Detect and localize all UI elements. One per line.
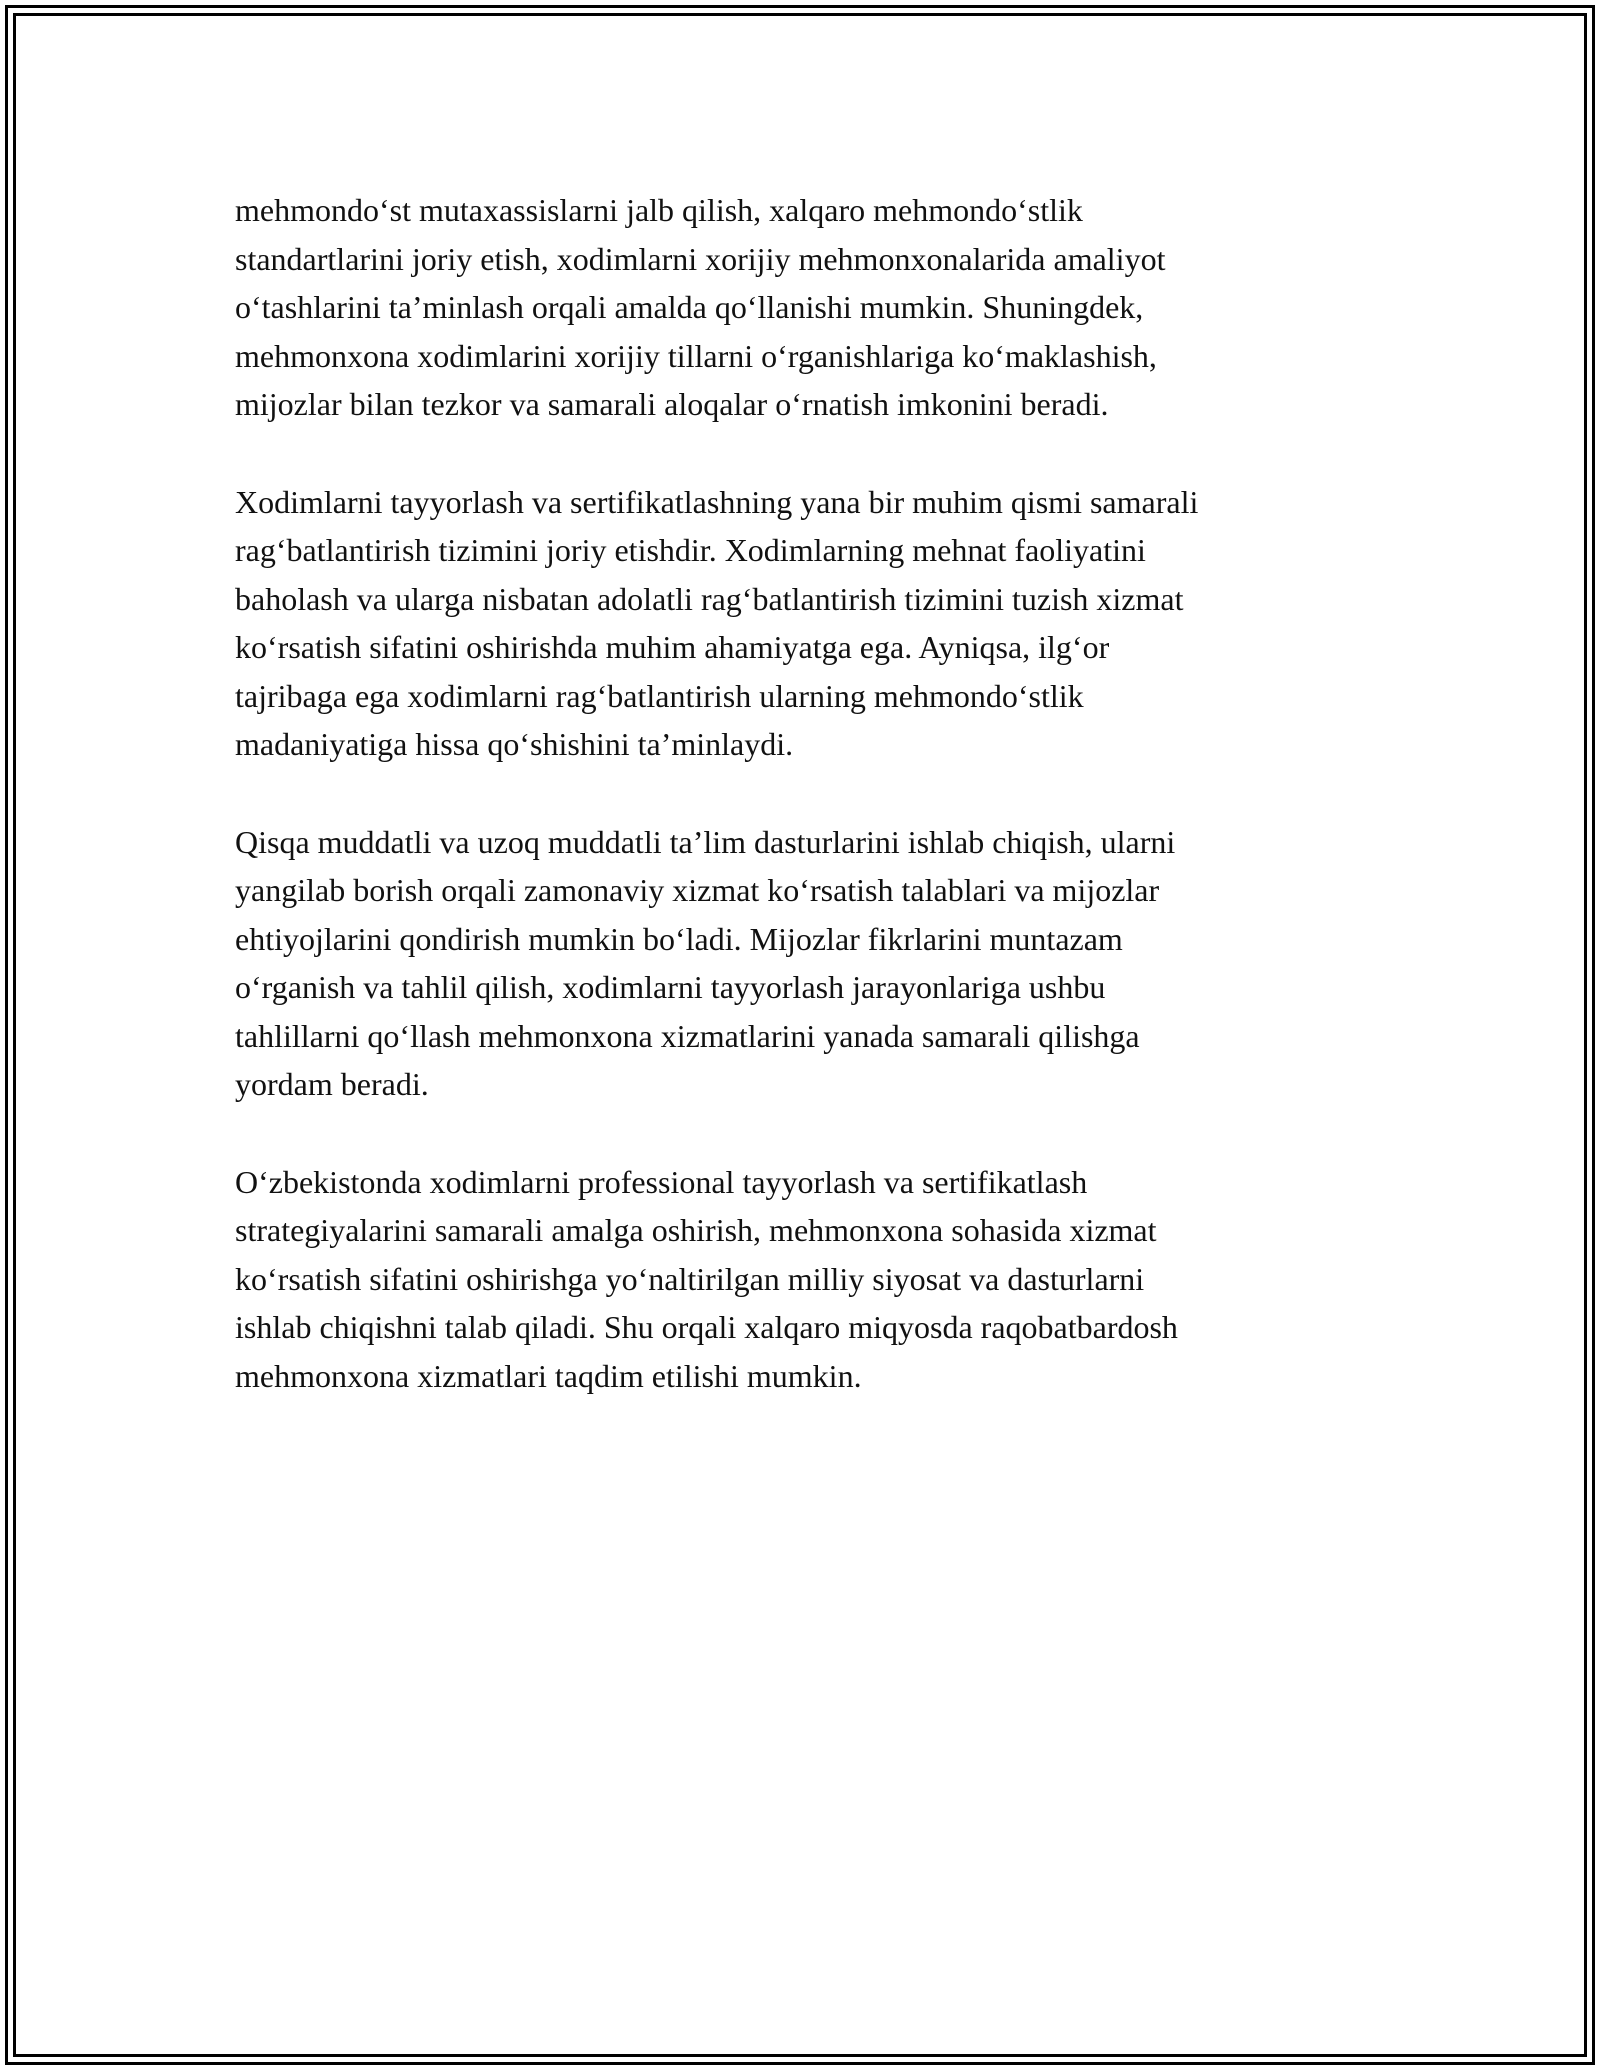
- text-line: mehmonxona xizmatlari taqdim etilishi mumkin.: [235, 1357, 862, 1394]
- text-line: ko‘rsatish sifatini oshirishga yo‘naltirilgan milliy siyosat va dasturlarni: [235, 1260, 1145, 1297]
- text-line: o‘tashlarini ta’minlash orqali amalda qo‘llanishi mumkin. Shuningdek,: [235, 289, 1144, 325]
- text-line: mijozlar bilan tezkor va samarali aloqalar o‘rnatish imkonini beradi.: [235, 386, 1109, 422]
- text-line: Qisqa muddatli va uzoq muddatli ta’lim dasturlarini ishlab chiqish, ularni: [235, 823, 1176, 860]
- text-line: standartlarini joriy etish, xodimlarni xorijiy mehmonxonalarida amaliyot: [235, 240, 1166, 277]
- text-line: Xodimlarni tayyorlash va sertifikatlashning yana bir muhim qismi samarali: [235, 483, 1199, 520]
- text-line: mehmonxona xodimlarini xorijiy tillarni o‘rganishlariga ko‘maklashish,: [235, 337, 1157, 374]
- text-line: madaniyatiga hissa qo‘shishini ta’minlaydi.: [235, 726, 794, 762]
- paragraph-4: [235, 1158, 1365, 1401]
- text-line: o‘rganish va tahlil qilish, xodimlarni tayyorlash jarayonlariga ushbu: [235, 969, 1106, 1005]
- text-line: yangilab borish orqali zamonaviy xizmat ko‘rsatish talablari va mijozlar: [235, 872, 1160, 908]
- text-line: ehtiyojlarini qondirish mumkin bo‘ladi. Mijozlar fikrlarini muntazam: [235, 920, 1123, 957]
- paragraph-1: [235, 186, 1365, 429]
- text-line: ko‘rsatish sifatini oshirishda muhim ahamiyatga ega. Ayniqsa, ilg‘or: [235, 629, 1110, 665]
- paragraph-3: [235, 818, 1365, 1109]
- paragraph-2: [235, 478, 1365, 769]
- text-line: tajribaga ega xodimlarni rag‘batlantirish ularning mehmondo‘stlik: [235, 677, 1084, 714]
- text-line: O‘zbekistonda xodimlarni professional tayyorlash va sertifikatlash: [235, 1163, 1088, 1200]
- text-line: tahlillarni qo‘llash mehmonxona xizmatlarini yanada samarali qilishga: [235, 1017, 1140, 1054]
- text-line: ishlab chiqishni talab qiladi. Shu orqali xalqaro miqyosda raqobatbardosh: [235, 1309, 1178, 1345]
- text-line: rag‘batlantirish tizimini joriy etishdir. Xodimlarning mehnat faoliyatini: [235, 532, 1146, 568]
- text-line: mehmondo‘st mutaxassislarni jalb qilish, xalqaro mehmondo‘stlik: [235, 192, 1083, 228]
- document-body: [235, 186, 1365, 1449]
- text-line: baholash va ularga nisbatan adolatli rag‘batlantirish tizimini tuzish xizmat: [235, 580, 1184, 617]
- text-line: yordam beradi.: [235, 1066, 429, 1102]
- text-line: strategiyalarini samarali amalga oshirish, mehmonxona sohasida xizmat: [235, 1212, 1157, 1248]
